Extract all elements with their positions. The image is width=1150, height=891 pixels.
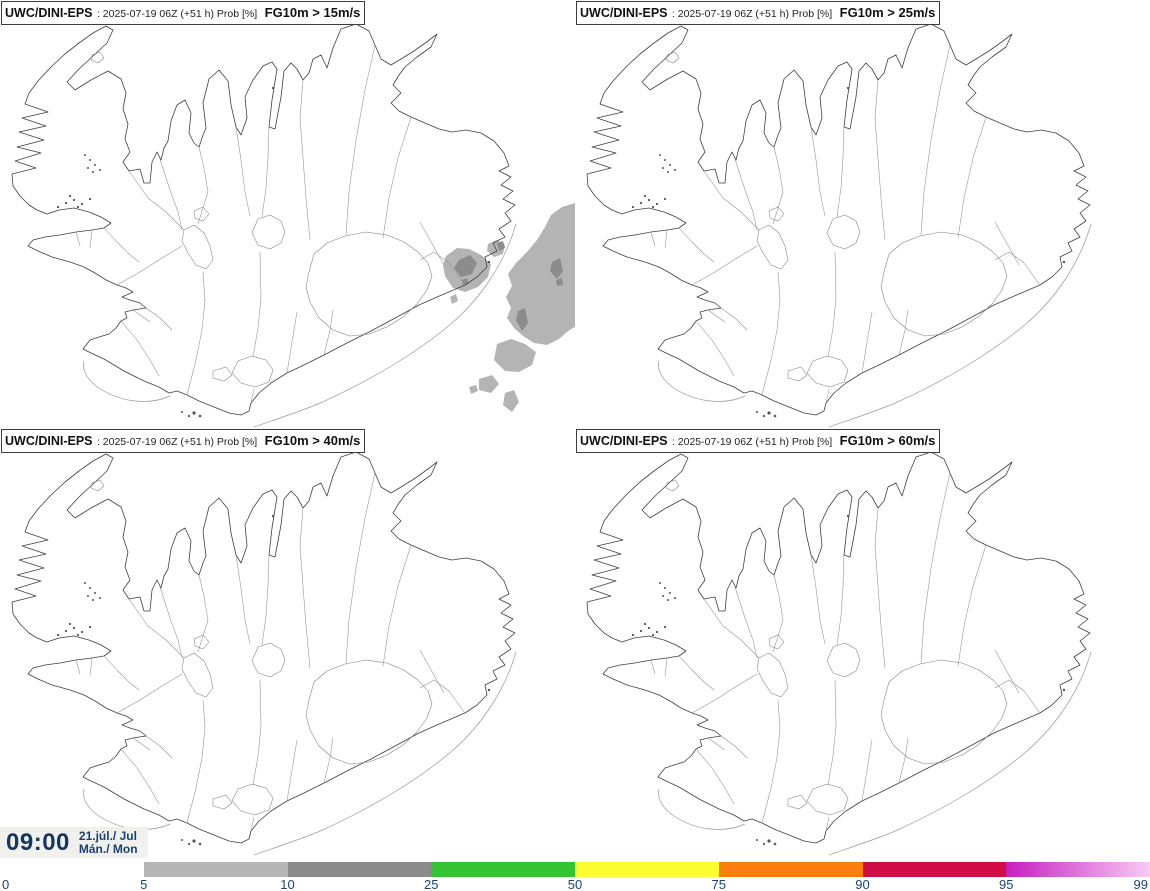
run-info: : 2025-07-19 06Z (+51 h) Prob [%] [671, 8, 833, 20]
colorbar-segment [863, 862, 1007, 877]
iceland-map [575, 428, 1150, 856]
colorbar-tick-label: 50 [567, 877, 583, 891]
threshold-label: FG10m > 60m/s [839, 433, 936, 448]
colorbar-segment [431, 862, 575, 877]
panel-title [1, 429, 365, 453]
iceland-map [0, 0, 575, 428]
map-panel-fg10m-25 [575, 0, 1150, 428]
iceland-map [0, 428, 575, 856]
valid-date [79, 830, 138, 856]
iceland-outline-layer [12, 18, 516, 427]
iceland-outline-layer [587, 18, 1091, 427]
valid-time-box [0, 827, 148, 858]
colorbar-segments [0, 862, 1150, 877]
probability-shading-layer [443, 203, 575, 412]
map-panel-fg10m-40 [0, 428, 575, 856]
model-name: UWC/DINI-EPS [580, 6, 668, 20]
colorbar-ticks [0, 877, 1150, 891]
colorbar-tick-label: 75 [711, 877, 726, 891]
model-name: UWC/DINI-EPS [5, 434, 93, 448]
colorbar-tick-label: 95 [999, 877, 1014, 891]
threshold-label: FG10m > 40m/s [264, 433, 361, 448]
map-panel-fg10m-15 [0, 0, 575, 428]
valid-date-month: 21.júl./ Jul [78, 828, 137, 843]
panel-title [576, 1, 940, 25]
iceland-outline-layer [587, 446, 1091, 855]
iceland-map [575, 0, 1150, 428]
run-info: : 2025-07-19 06Z (+51 h) Prob [%] [671, 436, 833, 448]
valid-date-weekday: Mán./ Mon [78, 841, 138, 856]
threshold-label: FG10m > 15m/s [264, 5, 361, 20]
model-name: UWC/DINI-EPS [580, 434, 668, 448]
threshold-label: FG10m > 25m/s [839, 5, 936, 20]
colorbar-segment [288, 862, 432, 877]
panel-title [1, 1, 365, 25]
colorbar-segment [575, 862, 719, 877]
colorbar-tick-label: 90 [855, 877, 870, 891]
colorbar-tick-label: 25 [424, 877, 439, 891]
iceland-outline-layer [12, 446, 516, 855]
colorbar-segment [1006, 862, 1150, 877]
run-info: : 2025-07-19 06Z (+51 h) Prob [%] [96, 436, 258, 448]
run-info: : 2025-07-19 06Z (+51 h) Prob [%] [96, 8, 258, 20]
colorbar-tick-label: 5 [140, 877, 148, 891]
map-panel-fg10m-60 [575, 428, 1150, 856]
model-name: UWC/DINI-EPS [5, 6, 93, 20]
probability-colorbar [0, 856, 1150, 891]
colorbar-segment [0, 862, 144, 877]
colorbar-segment [719, 862, 863, 877]
colorbar-tick-label: 0 [2, 877, 10, 891]
colorbar-segment [144, 862, 288, 877]
footer [0, 828, 1150, 891]
panel-title [576, 429, 940, 453]
valid-time: 09:00 [6, 828, 70, 856]
colorbar-tick-label: 99 [1133, 877, 1148, 891]
colorbar-tick-label: 10 [280, 877, 295, 891]
